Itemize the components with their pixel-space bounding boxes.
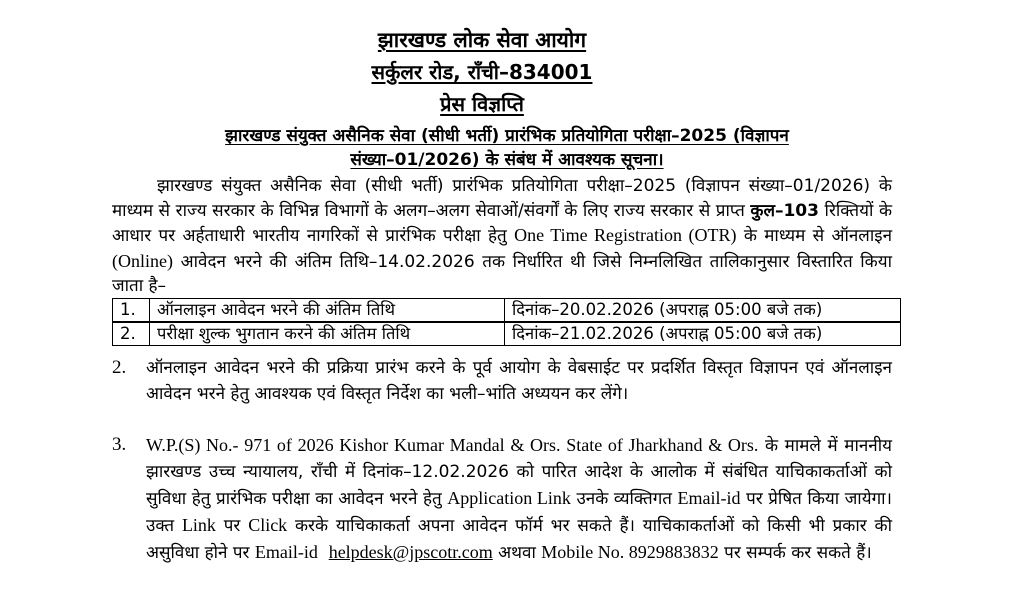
intro-text-1: झारखण्ड संयुक्त असैनिक सेवा (सीधी भर्ती) प्रारंभिक प्रतियोगिता परीक्षा–2025 (विज्ञापन संख्या–01/2026) के माध्यम से राज्य सरकार के विभिन्न विभागों के अलग–अलग सेवाओं/संवर्गों के लिए राज्य सरकार से प्राप्त xyxy=(112,176,892,221)
doc-type-heading xyxy=(112,94,852,114)
org-title xyxy=(112,30,852,51)
application-link-term: Application Link xyxy=(447,488,571,508)
intro-paragraph xyxy=(112,174,892,299)
otr-term: One Time Registration (OTR) xyxy=(514,225,737,245)
item-body xyxy=(146,432,892,566)
row-label: ऑनलाइन आवेदन भरने की अंतिम तिथि xyxy=(150,299,505,323)
doc-type-text: प्रेस विज्ञप्ति xyxy=(440,92,524,116)
vacancy-count: कुल–103 xyxy=(750,200,819,221)
helpdesk-email-link[interactable]: helpdesk@jpscotr.com xyxy=(328,542,493,562)
row-date: दिनांक–21.02.2026 (अपराह्न 05:00 बजे तक) xyxy=(505,322,901,346)
item-text-g: पर सम्पर्क कर सकते हैं। xyxy=(718,543,872,563)
intro-text-3: के माध्यम से ऑनलाइन xyxy=(736,226,892,246)
online-term: (Online) xyxy=(112,250,173,271)
item-text-a: के मामले में माननीय झारखण्ड उच्च न्यायालय, राँची में दिनांक–12.02.2026 को पारित आदेश के आलोक में संबंधित याचिकाकर्ताओं को सुविधा हेतु प्रारंभिक परीक्षा का आवेदन भरने हेतु xyxy=(146,436,892,509)
list-item-3 xyxy=(112,432,892,566)
item-text-f: अथवा xyxy=(492,543,542,563)
row-date: दिनांक–20.02.2026 (अपराह्न 05:00 बजे तक) xyxy=(505,299,901,323)
item-text-b: उनके व्यक्तिगत xyxy=(570,489,678,509)
intro-text-4: आवेदन भरने की अंतिम तिथि–14.02.2026 तक निर्धारित थी जिसे निम्नलिखित तालिकानुसार विस्तारित किया जाता है– xyxy=(112,251,892,296)
subject-line-2: संख्या–01/2026) के संबंध में आवश्यक सूचना। xyxy=(350,150,664,170)
intro-text-2: रिक्तियों के आधार पर अर्हताधारी भारतीय नागरिकों से प्रारंभिक परीक्षा हेतु xyxy=(112,200,892,246)
list-item-2 xyxy=(112,355,892,407)
mobile-number: Mobile No. 8929883832 xyxy=(541,542,719,562)
row-number: 2. xyxy=(113,322,150,346)
address-text: सर्कुलर रोड, राँची–834001 xyxy=(371,60,593,84)
item-text-e: करके याचिकाकर्ता अपना आवेदन फॉर्म भर सकते हैं। याचिकाकर्ताओं को किसी भी प्रकार की असुविधा होने पर xyxy=(146,516,892,563)
link-term: Link xyxy=(181,515,216,535)
email-id-term: Email-id xyxy=(677,488,741,508)
table-row xyxy=(113,322,901,346)
email-id-term: Email-id xyxy=(254,542,318,562)
subject-line-1: झारखण्ड संयुक्त असैनिक सेवा (सीधी भर्ती) प्रारंभिक प्रतियोगिता परीक्षा–2025 (विज्ञापन xyxy=(225,126,789,146)
case-reference: W.P.(S) No.- 971 of 2026 Kishor Kumar Mandal & Ors. State of Jharkhand & Ors. xyxy=(146,435,759,455)
item-text: ऑनलाइन आवेदन भरने की प्रक्रिया प्रारंभ करने के पूर्व आयोग के वेबसाईट पर प्रदर्शित विस्तृत विज्ञापन एवं ऑनलाइन आवेदन भरने हेतु आवश्यक एवं विस्तृत निर्देश का भली–भांति अध्ययन कर लेंगे। xyxy=(146,358,892,404)
item-number: 2. xyxy=(112,357,127,378)
extended-dates-table xyxy=(112,298,901,346)
subject-heading xyxy=(122,124,892,172)
table-row xyxy=(113,299,901,323)
row-number: 1. xyxy=(113,299,150,323)
item-text-d: पर xyxy=(215,516,249,536)
row-label: परीक्षा शुल्क भुगतान करने की अंतिम तिथि xyxy=(150,322,505,346)
item-number: 3. xyxy=(112,434,127,455)
click-term: Click xyxy=(248,515,288,535)
org-address xyxy=(112,62,852,82)
item-text-c: पर प्रेषित किया जायेगा। उक्त xyxy=(146,489,892,536)
org-name: झारखण्ड लोक सेवा आयोग xyxy=(377,28,587,52)
